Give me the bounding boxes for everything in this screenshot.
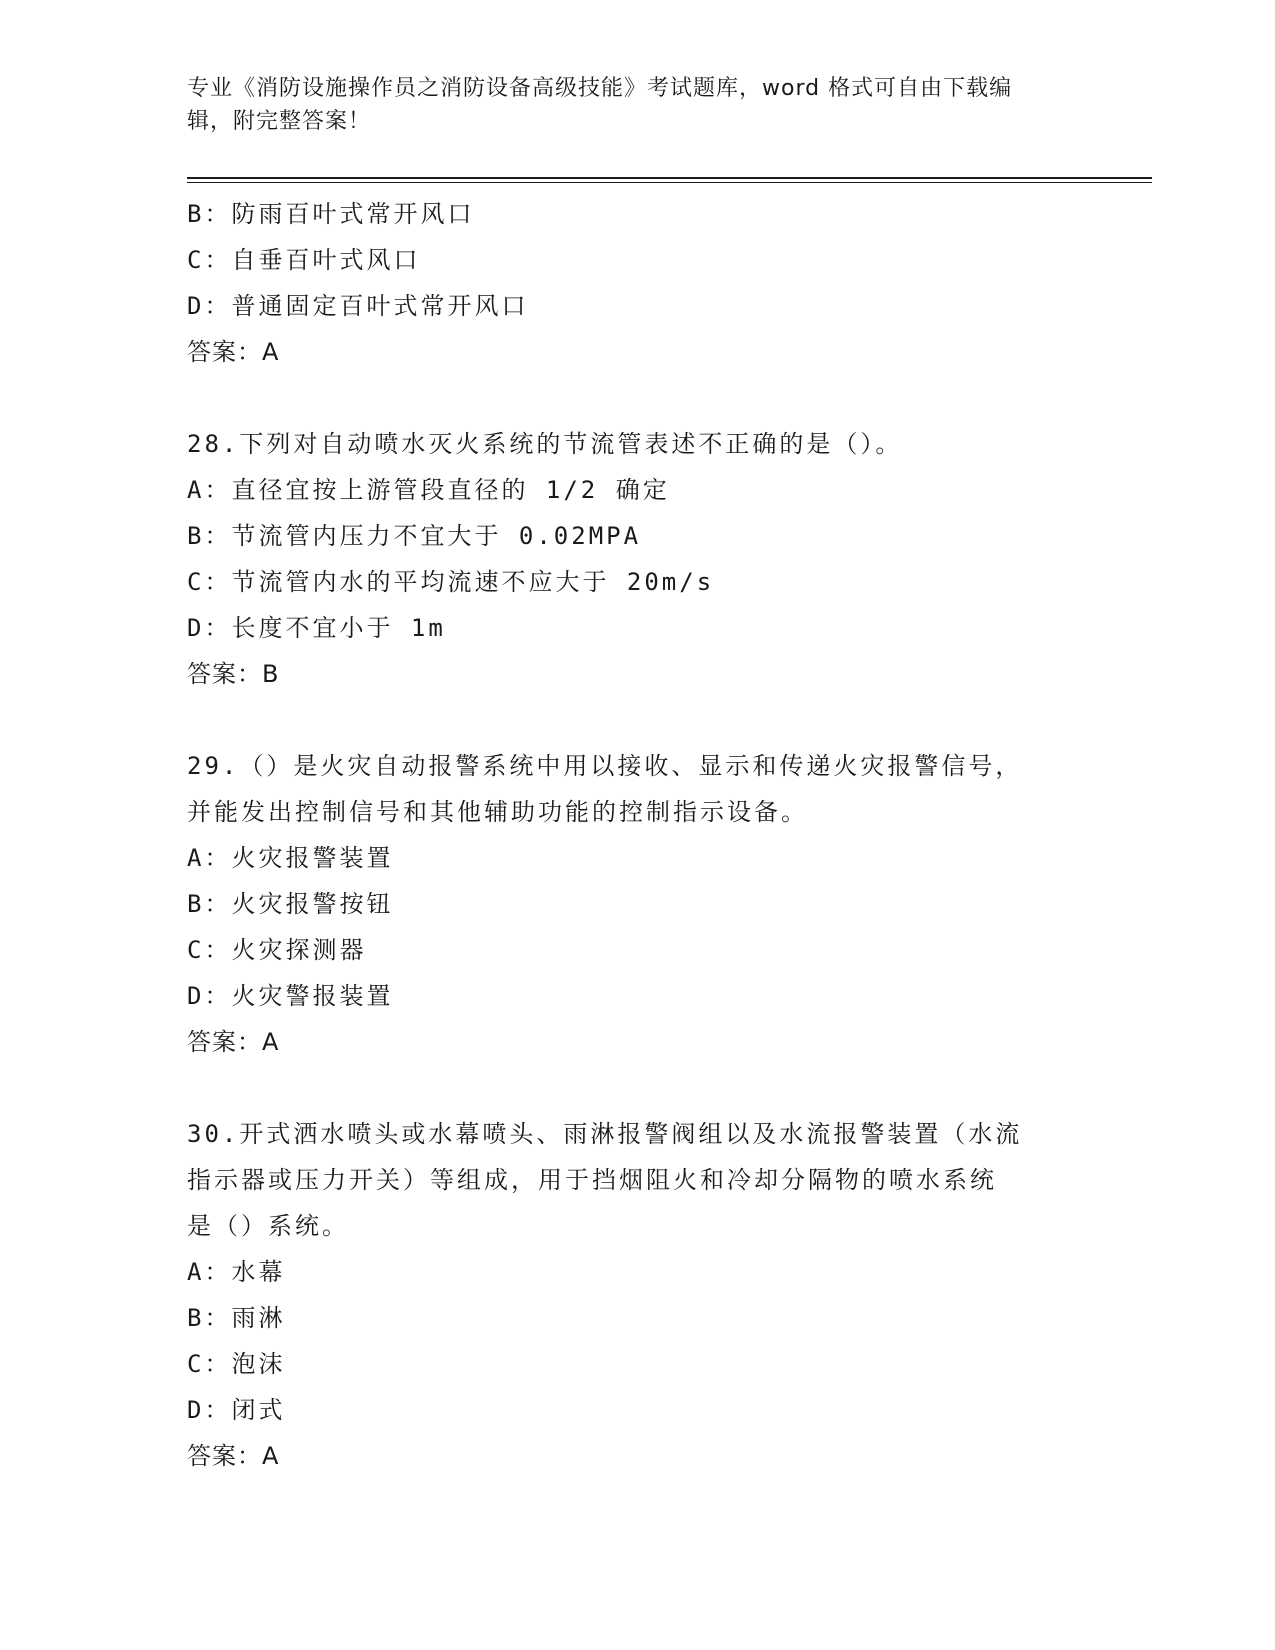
option-c: C：自垂百叶式风口	[187, 246, 421, 274]
option-d: D：长度不宜小于 1m	[187, 614, 446, 642]
question-content	[187, 191, 1087, 1479]
option-d: D：闭式	[187, 1396, 286, 1424]
header-divider-thick	[187, 177, 1152, 179]
header-line-1: 专业《消防设施操作员之消防设备高级技能》考试题库，word 格式可自由下载编	[187, 76, 1013, 101]
question-gap	[187, 697, 1087, 743]
answer-line: 答案：A	[187, 1442, 280, 1470]
option-c: C：节流管内水的平均流速不应大于 20m/s	[187, 568, 715, 596]
question-text: 28.下列对自动喷水灭火系统的节流管表述不正确的是（）。	[187, 430, 903, 458]
option-d: D：普通固定百叶式常开风口	[187, 292, 529, 320]
option-a: A：直径宜按上游管段直径的 1/2 确定	[187, 476, 670, 504]
question-text: 是（）系统。	[187, 1212, 349, 1240]
answer-line: 答案：B	[187, 660, 280, 688]
question-gap	[187, 375, 1087, 421]
option-c: C：泡沫	[187, 1350, 286, 1378]
option-a: A：水幕	[187, 1258, 286, 1286]
header-divider-thin	[187, 182, 1152, 183]
question-29	[187, 743, 1087, 1065]
question-text: 30.开式洒水喷头或水幕喷头、雨淋报警阀组以及水流报警装置（水流	[187, 1120, 1023, 1148]
continued-question	[187, 191, 1087, 375]
option-b: B：节流管内压力不宜大于 0.02MPA	[187, 522, 642, 550]
document-header	[187, 72, 1067, 138]
option-c: C：火灾探测器	[187, 936, 367, 964]
option-b: B：防雨百叶式常开风口	[187, 200, 475, 228]
question-text: 并能发出控制信号和其他辅助功能的控制指示设备。	[187, 798, 808, 826]
question-28	[187, 421, 1087, 697]
option-a: A：火灾报警装置	[187, 844, 394, 872]
option-d: D：火灾警报装置	[187, 982, 394, 1010]
question-text: 指示器或压力开关）等组成，用于挡烟阻火和冷却分隔物的喷水系统	[187, 1166, 997, 1194]
question-30	[187, 1111, 1087, 1479]
header-line-2: 辑，附完整答案！	[187, 109, 372, 134]
option-b: B：火灾报警按钮	[187, 890, 394, 918]
answer-line: 答案：A	[187, 1028, 280, 1056]
question-gap	[187, 1065, 1087, 1111]
answer-line: 答案：A	[187, 338, 280, 366]
option-b: B：雨淋	[187, 1304, 286, 1332]
question-text: 29.（）是火灾自动报警系统中用以接收、显示和传递火灾报警信号，	[187, 752, 1023, 780]
